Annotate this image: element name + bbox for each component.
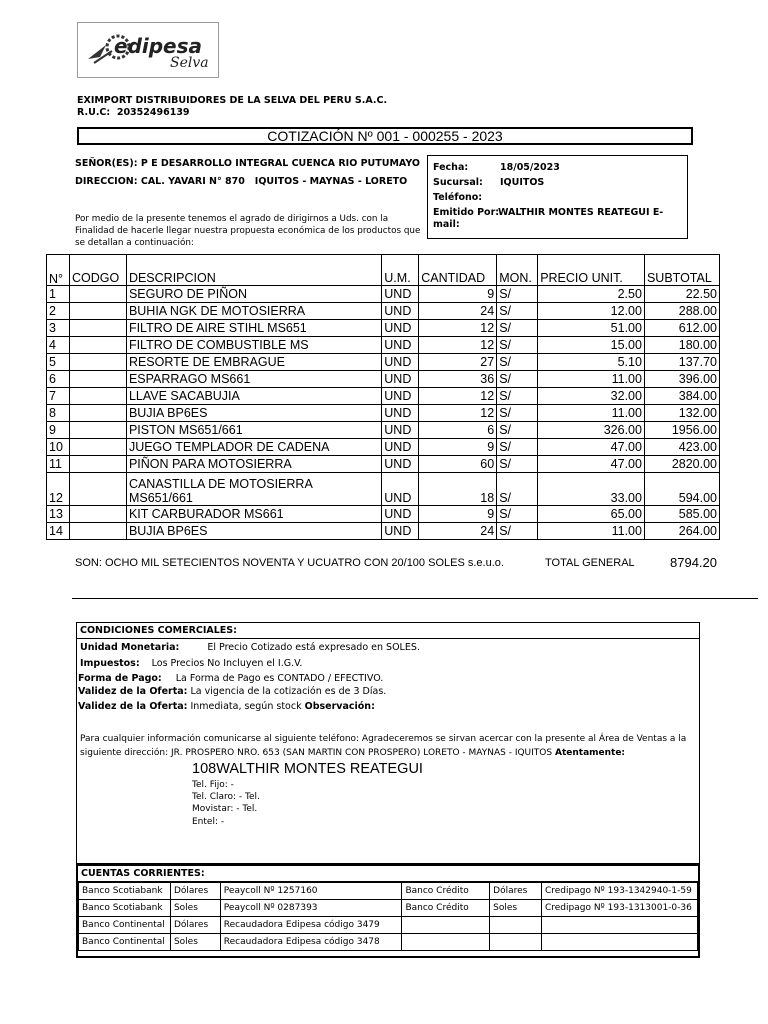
cell-description: SEGURO DE PIÑON [126,286,381,303]
cell-subtotal: 2820.00 [644,456,719,473]
bank-name-2: Banco Crédito [402,900,490,917]
phone-claro: Tel. Claro: - Tel. [192,792,260,802]
table-row [47,286,720,303]
cell-currency: S/ [497,320,538,337]
cell-code [69,439,126,456]
cell-quantity: 9 [419,286,497,303]
cell-subtotal: 384.00 [644,388,719,405]
cell-unit: UND [382,473,419,506]
table-row [47,405,720,422]
cell-subtotal: 288.00 [644,303,719,320]
cell-unit-price: 32.00 [538,388,645,405]
validity-label-2: Validez de la Oferta: [78,701,188,712]
cell-description: BUJIA BP6ES [126,523,381,540]
table-row [47,439,720,456]
bank-name: Banco Scotiabank [79,883,171,900]
cell-unit-price: 2.50 [538,286,645,303]
col-header-unit-price: PRECIO UNIT. [538,255,645,286]
col-header-unit: U.M. [382,255,419,286]
intro-line: Por medio de la presente tenemos el agrado de dirigirnos a Uds. con la [75,214,389,224]
branch-label: Sucursal: [433,177,483,188]
cell-currency: S/ [497,303,538,320]
bank-currency: Dólares [170,883,220,900]
bank-row [79,934,698,951]
cell-unit-price: 47.00 [538,456,645,473]
cell-code [69,286,126,303]
cell-currency: S/ [497,422,538,439]
col-header-currency: MON. [497,255,538,286]
cell-subtotal: 264.00 [644,523,719,540]
table-row [47,422,720,439]
bank-accounts-box [76,864,700,958]
date-value: 18/05/2023 [500,162,560,173]
bank-currency-2 [490,934,542,951]
cell-code [69,303,126,320]
cell-currency: S/ [497,371,538,388]
cell-quantity: 12 [419,405,497,422]
date-label: Fecha: [433,162,469,173]
cell-currency: S/ [497,286,538,303]
items-table [46,254,720,540]
cell-n: 14 [47,523,70,540]
phone-fixed: Tel. Fijo: - [192,780,234,790]
cell-quantity: 6 [419,422,497,439]
payment-line [78,673,383,684]
bank-currency: Soles [170,934,220,951]
cell-n: 9 [47,422,70,439]
cell-unit: UND [382,405,419,422]
cell-unit: UND [382,506,419,523]
validity-stock-value: Inmediata, según stock [190,701,302,712]
currency-label: Unidad Monetaria: [80,642,180,653]
table-header-row [47,255,720,286]
branch-address: siguiente dirección: JR. PROSPERO NRO. 653 (SAN MARTIN CON PROSPERO) LORETO - MAYNAS - IQUITOS [80,748,553,758]
cell-quantity: 24 [419,523,497,540]
cell-code [69,506,126,523]
cell-quantity: 12 [419,388,497,405]
logo-text: edipesa [114,34,203,58]
table-row [47,473,720,506]
col-header-subtotal: SUBTOTAL [644,255,719,286]
company-ruc [77,107,190,118]
cell-currency: S/ [497,354,538,371]
table-row [47,320,720,337]
cell-quantity: 9 [419,439,497,456]
total-value: 8794.20 [670,555,717,570]
cell-quantity: 27 [419,354,497,371]
cell-quantity: 60 [419,456,497,473]
accounts-heading: CUENTAS CORRIENTES: [78,866,698,882]
address-value: CAL. YAVARI N° 870 IQUITOS - MAYNAS - LORETO [140,176,408,187]
cell-unit-price: 15.00 [538,337,645,354]
logo-subtext: Selva [170,55,209,71]
bank-name: Banco Continental [79,917,171,934]
cell-n: 10 [47,439,70,456]
client-label: SEÑOR(ES): [75,158,138,169]
cell-n: 2 [47,303,70,320]
conditions-box [76,622,700,864]
cell-n: 6 [47,371,70,388]
contact-info-line: Para cualquier información comunicarse al siguiente teléfono: Agradeceremos se sirvan acercar con la presente al Área de Ventas a la [80,734,687,744]
cell-unit: UND [382,303,419,320]
cell-subtotal: 1956.00 [644,422,719,439]
cell-subtotal: 132.00 [644,405,719,422]
conditions-header [77,623,699,639]
cell-unit: UND [382,439,419,456]
ruc-label: R.U.C: [77,107,111,118]
cell-code [69,422,126,439]
description-line: CANASTILLA DE MOTOSIERRA [128,477,313,491]
bank-currency: Soles [170,900,220,917]
taxes-value: Los Precios No Incluyen el I.G.V. [151,658,303,669]
cell-code [69,405,126,422]
bank-account: Peaycoll Nº 1257160 [220,883,402,900]
cell-subtotal: 137.70 [644,354,719,371]
table-row [47,371,720,388]
cell-subtotal: 594.00 [644,473,719,506]
currency-value: El Precio Cotizado está expresado en SOLES. [207,642,420,653]
cell-description: BUJIA BP6ES [126,405,381,422]
cell-currency: S/ [497,439,538,456]
bank-account-2: Credipago Nº 193-1313001-0-36 [541,900,697,917]
bank-currency-2: Dólares [490,883,542,900]
ruc-value: 20352496139 [116,107,190,118]
bank-account-2: Credipago Nº 193-1342940-1-59 [541,883,697,900]
table-row [47,388,720,405]
cell-description [126,473,381,506]
bank-row [79,883,698,900]
col-header-code: CODGO [69,255,126,286]
cell-description: RESORTE DE EMBRAGUE [126,354,381,371]
description-line: MS651/661 [128,491,193,505]
cell-unit-price: 11.00 [538,523,645,540]
cell-code [69,320,126,337]
cell-currency: S/ [497,337,538,354]
cell-unit-price: 33.00 [538,473,645,506]
cell-code [69,354,126,371]
observation-label: Observación: [304,701,375,712]
cell-description: FILTRO DE COMBUSTIBLE MS [126,337,381,354]
issued-by-label: Emitido Por: [433,207,500,218]
cell-description: BUHIA NGK DE MOTOSIERRA [126,303,381,320]
signer-name: 108WALTHIR MONTES REATEGUI [192,761,423,777]
col-header-n: N° [47,255,70,286]
client-value: P E DESARROLLO INTEGRAL CUENCA RIO PUTUMAYO [140,158,420,169]
cell-subtotal: 612.00 [644,320,719,337]
cell-unit: UND [382,320,419,337]
cell-n: 8 [47,405,70,422]
cell-subtotal: 423.00 [644,439,719,456]
logo-graphic [78,23,218,77]
cell-description: FILTRO DE AIRE STIHL MS651 [126,320,381,337]
cell-quantity: 24 [419,303,497,320]
cell-unit: UND [382,286,419,303]
cell-n: 3 [47,320,70,337]
currency-line [80,642,420,653]
conditions-heading: CONDICIONES COMERCIALES: [80,625,237,636]
branch-value: IQUITOS [500,177,545,188]
payment-label: Forma de Pago: [78,673,162,684]
cell-unit-price: 11.00 [538,371,645,388]
cell-description: PISTON MS651/661 [126,422,381,439]
cell-currency: S/ [497,405,538,422]
cell-n: 7 [47,388,70,405]
cell-unit-price: 326.00 [538,422,645,439]
cell-unit-price: 51.00 [538,320,645,337]
cell-currency: S/ [497,473,538,506]
company-name: EXIMPORT DISTRIBUIDORES DE LA SELVA DEL PERU S.A.C. [77,95,388,106]
bank-name-2 [402,917,490,934]
issued-by-value: WALTHIR MONTES REATEGUI E- [498,207,664,218]
bank-account: Peaycoll Nº 0287393 [220,900,402,917]
intro-text [75,213,420,249]
cell-n: 5 [47,354,70,371]
cell-description: KIT CARBURADOR MS661 [126,506,381,523]
taxes-label: Impuestos: [80,658,140,669]
divider [72,598,758,599]
quote-info-box [427,155,688,239]
cell-currency: S/ [497,388,538,405]
cell-description: LLAVE SACABUJIA [126,388,381,405]
bank-row [79,917,698,934]
table-row [47,456,720,473]
cell-currency: S/ [497,523,538,540]
cell-code [69,473,126,506]
validity-stock-line [78,701,375,712]
cell-currency: S/ [497,506,538,523]
cell-code [69,371,126,388]
bank-currency-2 [490,917,542,934]
table-row [47,523,720,540]
cell-code [69,456,126,473]
col-header-description: DESCRIPCION [126,255,381,286]
cell-unit: UND [382,523,419,540]
bank-name: Banco Continental [79,934,171,951]
table-row [47,303,720,320]
cell-unit-price: 47.00 [538,439,645,456]
mail-label: mail: [433,219,460,230]
table-row [47,337,720,354]
cell-unit-price: 65.00 [538,506,645,523]
cell-unit-price: 12.00 [538,303,645,320]
cell-unit: UND [382,388,419,405]
cell-code [69,523,126,540]
bank-name: Banco Scotiabank [79,900,171,917]
address-line [80,748,625,758]
bank-currency-2: Soles [490,900,542,917]
col-header-quantity: CANTIDAD [419,255,497,286]
phone-movistar: Movistar: - Tel. [192,804,258,814]
table-row [47,354,720,371]
cell-unit: UND [382,354,419,371]
cell-quantity: 12 [419,337,497,354]
payment-value: La Forma de Pago es CONTADO / EFECTIVO. [175,673,384,684]
cell-code [69,337,126,354]
client-name [75,158,420,169]
bank-account: Recaudadora Edipesa código 3478 [220,934,402,951]
validity-line [78,686,386,697]
address-label: DIRECCION: [75,176,138,187]
cell-n: 4 [47,337,70,354]
cell-subtotal: 396.00 [644,371,719,388]
cell-subtotal: 180.00 [644,337,719,354]
cell-quantity: 36 [419,371,497,388]
taxes-line [80,658,302,669]
validity-label: Validez de la Oferta: [78,686,188,697]
cell-currency: S/ [497,456,538,473]
intro-line: Finalidad de hacerle llegar nuestra propuesta económica de los productos que [75,226,421,236]
bank-currency: Dólares [170,917,220,934]
cell-subtotal: 22.50 [644,286,719,303]
intro-line: se detallan a continuación: [75,238,194,248]
cell-n: 11 [47,456,70,473]
cell-unit: UND [382,456,419,473]
quote-title: COTIZACIÓN Nº 001 - 000255 - 2023 [77,127,693,145]
cell-quantity: 9 [419,506,497,523]
cell-unit: UND [382,371,419,388]
validity-value: La vigencia de la cotización es de 3 Días. [190,686,387,697]
cell-n: 1 [47,286,70,303]
bank-account-2 [541,917,697,934]
cell-unit: UND [382,422,419,439]
cell-quantity: 12 [419,320,497,337]
cell-quantity: 18 [419,473,497,506]
cell-n: 12 [47,473,70,506]
bank-accounts-table [78,882,698,951]
total-label: TOTAL GENERAL [545,557,635,569]
cell-description: PIÑON PARA MOTOSIERRA [126,456,381,473]
cell-subtotal: 585.00 [644,506,719,523]
bank-account: Recaudadora Edipesa código 3479 [220,917,402,934]
cell-unit-price: 11.00 [538,405,645,422]
cell-unit: UND [382,337,419,354]
bank-name-2 [402,934,490,951]
company-logo [77,22,219,78]
sincerely-label: Atentamente: [554,748,626,758]
bank-name-2: Banco Crédito [402,883,490,900]
table-row [47,506,720,523]
client-address [75,176,407,187]
cell-description: JUEGO TEMPLADOR DE CADENA [126,439,381,456]
phone-entel: Entel: - [192,817,225,827]
cell-code [69,388,126,405]
cell-n: 13 [47,506,70,523]
amount-in-words: SON: OCHO MIL SETECIENTOS NOVENTA Y UCUATRO CON 20/100 SOLES s.e.u.o. [75,557,504,569]
cell-description: ESPARRAGO MS661 [126,371,381,388]
bank-account-2 [541,934,697,951]
cell-unit-price: 5.10 [538,354,645,371]
bank-row [79,900,698,917]
phone-label: Teléfono: [433,192,483,203]
